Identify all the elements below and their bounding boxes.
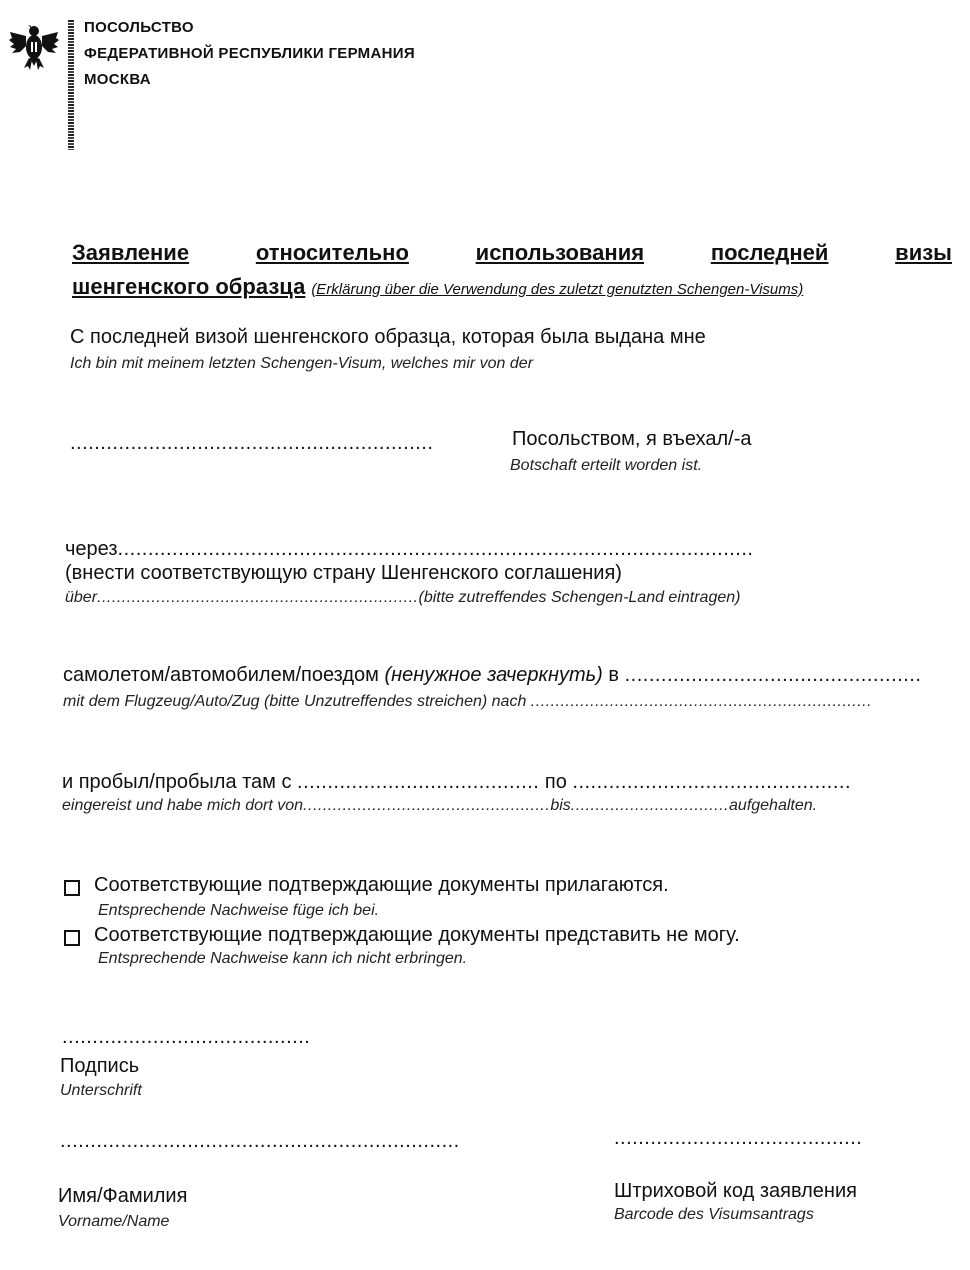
stay-line-de bbox=[62, 797, 817, 815]
name-label-ru: Имя/Фамилия bbox=[58, 1185, 188, 1207]
transport-to: в bbox=[608, 664, 620, 686]
documents-unavailable-checkbox[interactable] bbox=[64, 930, 80, 946]
title-word: относительно bbox=[255, 240, 409, 265]
barcode-field[interactable]: ......................................... bbox=[614, 1127, 863, 1149]
header-embassy: ПОСОЛЬСТВО bbox=[84, 19, 194, 36]
barcode-label-ru: Штриховой код заявления bbox=[614, 1180, 857, 1202]
date-from-field[interactable]: ........................................ bbox=[297, 771, 540, 793]
transport-note: (ненужное зачеркнуть) bbox=[384, 664, 603, 686]
via-country-field[interactable]: ......................................................................................................... bbox=[117, 538, 754, 560]
title-ru: шенгенского образца bbox=[72, 274, 306, 299]
stay-bis-de: bis bbox=[550, 797, 571, 814]
header-city: МОСКВА bbox=[84, 71, 151, 88]
title-word: использования bbox=[475, 240, 645, 265]
via-label-ru bbox=[65, 538, 753, 561]
title-de: (Erklärung über die Verwendung des zuletzt genutzten Schengen-Visums) bbox=[311, 281, 804, 298]
title-word: последней bbox=[710, 240, 829, 265]
stay-from: и пробыл/пробыла там с bbox=[62, 771, 292, 793]
option2-de: Entsprechende Nachweise kann ich nicht erbringen. bbox=[98, 950, 468, 967]
stay-end-de: aufgehalten. bbox=[729, 797, 818, 814]
via-dots-de: ................................................................. bbox=[97, 589, 419, 606]
transport-dots-de: ..................................................................... bbox=[530, 693, 873, 710]
name-label-de: Vorname/Name bbox=[58, 1213, 170, 1230]
transport-de: mit dem Flugzeug/Auto/Zug (bitte Unzutreffendes streichen) nach bbox=[63, 693, 527, 710]
transport-line-ru bbox=[63, 664, 921, 687]
stay-dots1-de: .................................................. bbox=[303, 797, 551, 814]
intro-ru: С последней визой шенгенского образца, которая была выдана мне bbox=[70, 326, 706, 348]
barcode-label-de: Barcode des Visumsantrags bbox=[614, 1206, 814, 1223]
stay-to: по bbox=[544, 771, 567, 793]
stay-dots2-de: ................................ bbox=[570, 797, 730, 814]
title-word: Заявление bbox=[72, 240, 190, 265]
intro-de: Ich bin mit meinem letzten Schengen-Visum, welches mir von der bbox=[70, 355, 534, 372]
stay-from-de: eingereist und habe mich dort von bbox=[62, 797, 304, 814]
embassy-de: Botschaft erteilt worden ist. bbox=[510, 457, 703, 474]
via-note-ru: (внести соответствующую страну Шенгенского соглашения) bbox=[65, 562, 622, 584]
option1-de: Entsprechende Nachweise füge ich bei. bbox=[98, 902, 380, 919]
signature-field[interactable]: ......................................... bbox=[62, 1026, 311, 1048]
stay-line-ru bbox=[62, 771, 851, 794]
signature-label-ru: Подпись bbox=[60, 1055, 140, 1077]
header-country: ФЕДЕРАТИВНОЙ РЕСПУБЛИКИ ГЕРМАНИЯ bbox=[84, 45, 415, 62]
embassy-field[interactable]: ............................................................ bbox=[70, 432, 434, 454]
option2-ru: Соответствующие подтверждающие документы представить не могу. bbox=[94, 924, 740, 946]
transport-options: самолетом/автомобилем/поездом bbox=[63, 664, 379, 686]
date-to-field[interactable]: .............................................. bbox=[572, 771, 851, 793]
document-title-line2 bbox=[72, 274, 803, 300]
via-line-de bbox=[65, 589, 740, 607]
option1-ru: Соответствующие подтверждающие документы прилагаются. bbox=[94, 874, 669, 896]
signature-label-de: Unterschrift bbox=[60, 1082, 142, 1099]
transport-line-de bbox=[63, 693, 872, 711]
via-label-de: über bbox=[65, 589, 98, 606]
header-divider bbox=[68, 20, 74, 150]
document-title-line1 bbox=[72, 240, 952, 266]
via-label: через bbox=[65, 538, 118, 560]
via-note-de: (bitte zutreffendes Schengen-Land eintragen) bbox=[418, 589, 741, 606]
title-word: визы bbox=[895, 240, 952, 265]
documents-attached-checkbox[interactable] bbox=[64, 880, 80, 896]
name-field[interactable]: .................................................................. bbox=[60, 1130, 460, 1152]
embassy-ru: Посольством, я въехал/-а bbox=[512, 428, 752, 450]
eagle-emblem-icon bbox=[8, 20, 60, 72]
destination-field[interactable]: ................................................. bbox=[624, 664, 922, 686]
